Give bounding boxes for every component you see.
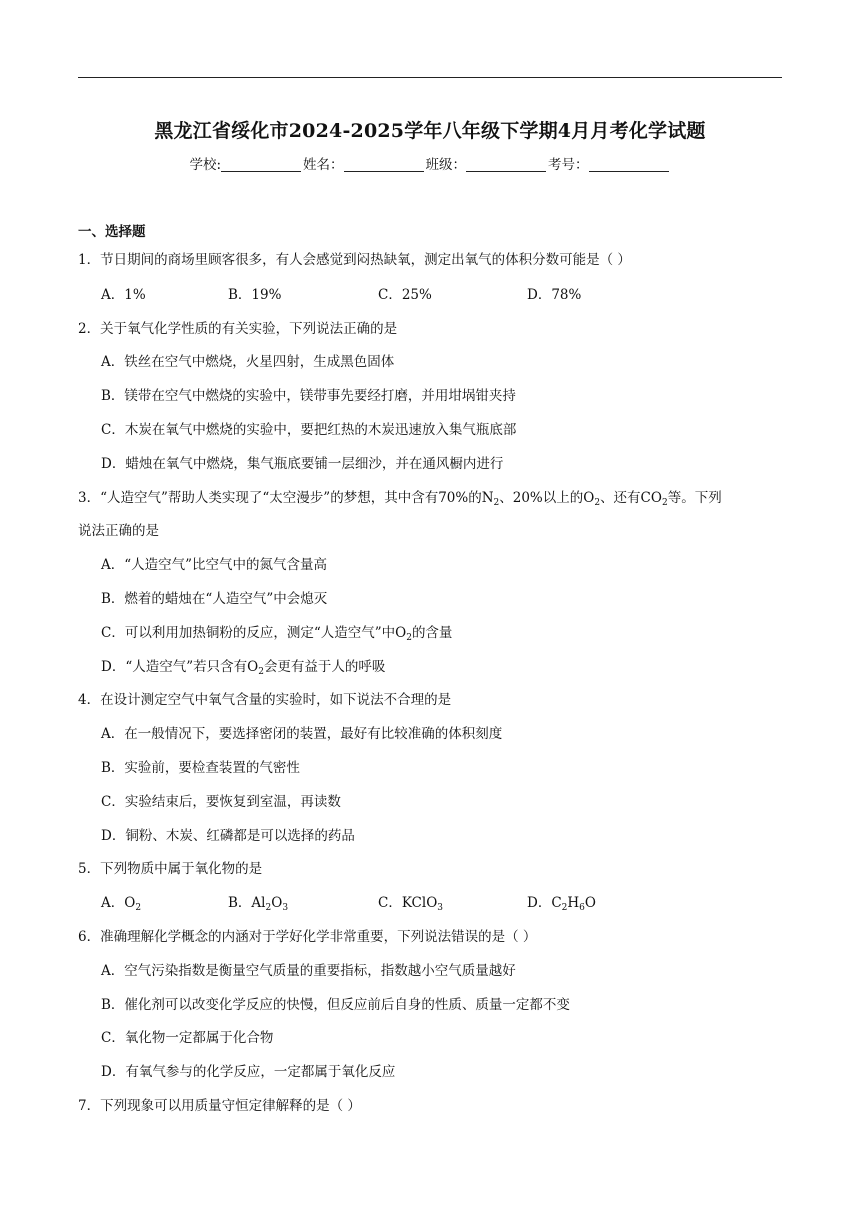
question-stem-continued: 说法正确的是 xyxy=(78,523,159,539)
option-c[interactable]: C．木炭在氧气中燃烧的实验中，要把红热的木炭迅速放入集气瓶底部 xyxy=(101,422,517,438)
option-d[interactable]: D．78% xyxy=(527,287,582,303)
section-heading: 一、选择题 xyxy=(78,224,146,240)
question-stem: 6．准确理解化学概念的内涵对于学好化学非常重要，下列说法错误的是（ ） xyxy=(78,929,537,945)
class-label: 班级： xyxy=(425,157,467,173)
question-stem: 4．在设计测定空气中氧气含量的实验时，如下说法不合理的是 xyxy=(78,692,452,708)
option-d[interactable]: D．蜡烛在氧气中燃烧，集气瓶底要铺一层细沙，并在通风橱内进行 xyxy=(101,456,504,472)
option-c[interactable]: C．可以利用加热铜粉的反应，测定“人造空气”中$O_2$的含量 xyxy=(101,625,453,643)
page-title: 黑龙江省绥化市2024-2025学年八年级下学期4月月考化学试题 xyxy=(154,120,706,142)
option-c[interactable]: C．KClO$_3$ xyxy=(378,895,444,913)
option-a[interactable]: A．在一般情况下，要选择密闭的装置，最好有比较准确的体积刻度 xyxy=(101,726,503,742)
option-b[interactable]: B．实验前，要检查装置的气密性 xyxy=(101,760,300,776)
option-c[interactable]: C．25% xyxy=(378,287,432,303)
option-a[interactable]: A．1% xyxy=(101,287,146,303)
question-stem: 3．“人造空气”帮助人类实现了“太空漫步”的梦想，其中含有70%的$N_2$、20%以上的$O_2$、还有$CO_2$等。下列 xyxy=(78,490,722,508)
option-d[interactable]: D．有氧气参与的化学反应，一定都属于氧化反应 xyxy=(101,1064,396,1080)
option-b[interactable]: B．镁带在空气中燃烧的实验中，镁带事先要经打磨，并用坩埚钳夹持 xyxy=(101,388,516,404)
question-stem: 7．下列现象可以用质量守恒定律解释的是（ ） xyxy=(78,1098,361,1114)
option-d[interactable]: D．$C_2H_6O$ xyxy=(527,895,596,913)
school-label: 学校: xyxy=(189,157,222,173)
option-d[interactable]: D．铜粉、木炭、红磷都是可以选择的药品 xyxy=(101,828,355,844)
exam-number-blank[interactable] xyxy=(589,157,669,172)
question-stem: 1．节日期间的商场里顾客很多，有人会感觉到闷热缺氧，测定出氧气的体积分数可能是（ ） xyxy=(78,252,631,268)
option-a[interactable]: A．$O_2$ xyxy=(101,895,142,913)
name-label: 姓名： xyxy=(303,157,344,173)
option-d[interactable]: D．“人造空气”若只含有$O_2$会更有益于人的呼吸 xyxy=(101,659,386,677)
option-c[interactable]: C．氧化物一定都属于化合物 xyxy=(101,1030,274,1046)
option-a[interactable]: A．铁丝在空气中燃烧，火星四射，生成黑色固体 xyxy=(101,354,395,370)
option-b[interactable]: B．燃着的蜡烛在“人造空气”中会熄灭 xyxy=(101,591,328,607)
question-stem: 5．下列物质中属于氧化物的是 xyxy=(78,861,263,877)
name-blank[interactable] xyxy=(344,157,424,172)
option-a[interactable]: A．“人造空气”比空气中的氮气含量高 xyxy=(101,557,328,573)
exam-number-label: 考号： xyxy=(548,157,589,173)
option-b[interactable]: B．催化剂可以改变化学反应的快慢，但反应前后自身的性质、质量一定都不变 xyxy=(101,997,570,1013)
student-info-line xyxy=(0,153,860,173)
option-b[interactable]: B．$Al_2O_3$ xyxy=(228,895,289,913)
school-blank[interactable] xyxy=(221,157,301,172)
option-c[interactable]: C．实验结束后，要恢复到室温，再读数 xyxy=(101,794,341,810)
header-rule xyxy=(78,77,782,78)
class-blank[interactable] xyxy=(466,157,546,172)
question-stem: 2．关于氧气化学性质的有关实验，下列说法正确的是 xyxy=(78,321,398,337)
option-a[interactable]: A．空气污染指数是衡量空气质量的重要指标，指数越小空气质量越好 xyxy=(101,963,516,979)
option-b[interactable]: B．19% xyxy=(228,287,282,303)
